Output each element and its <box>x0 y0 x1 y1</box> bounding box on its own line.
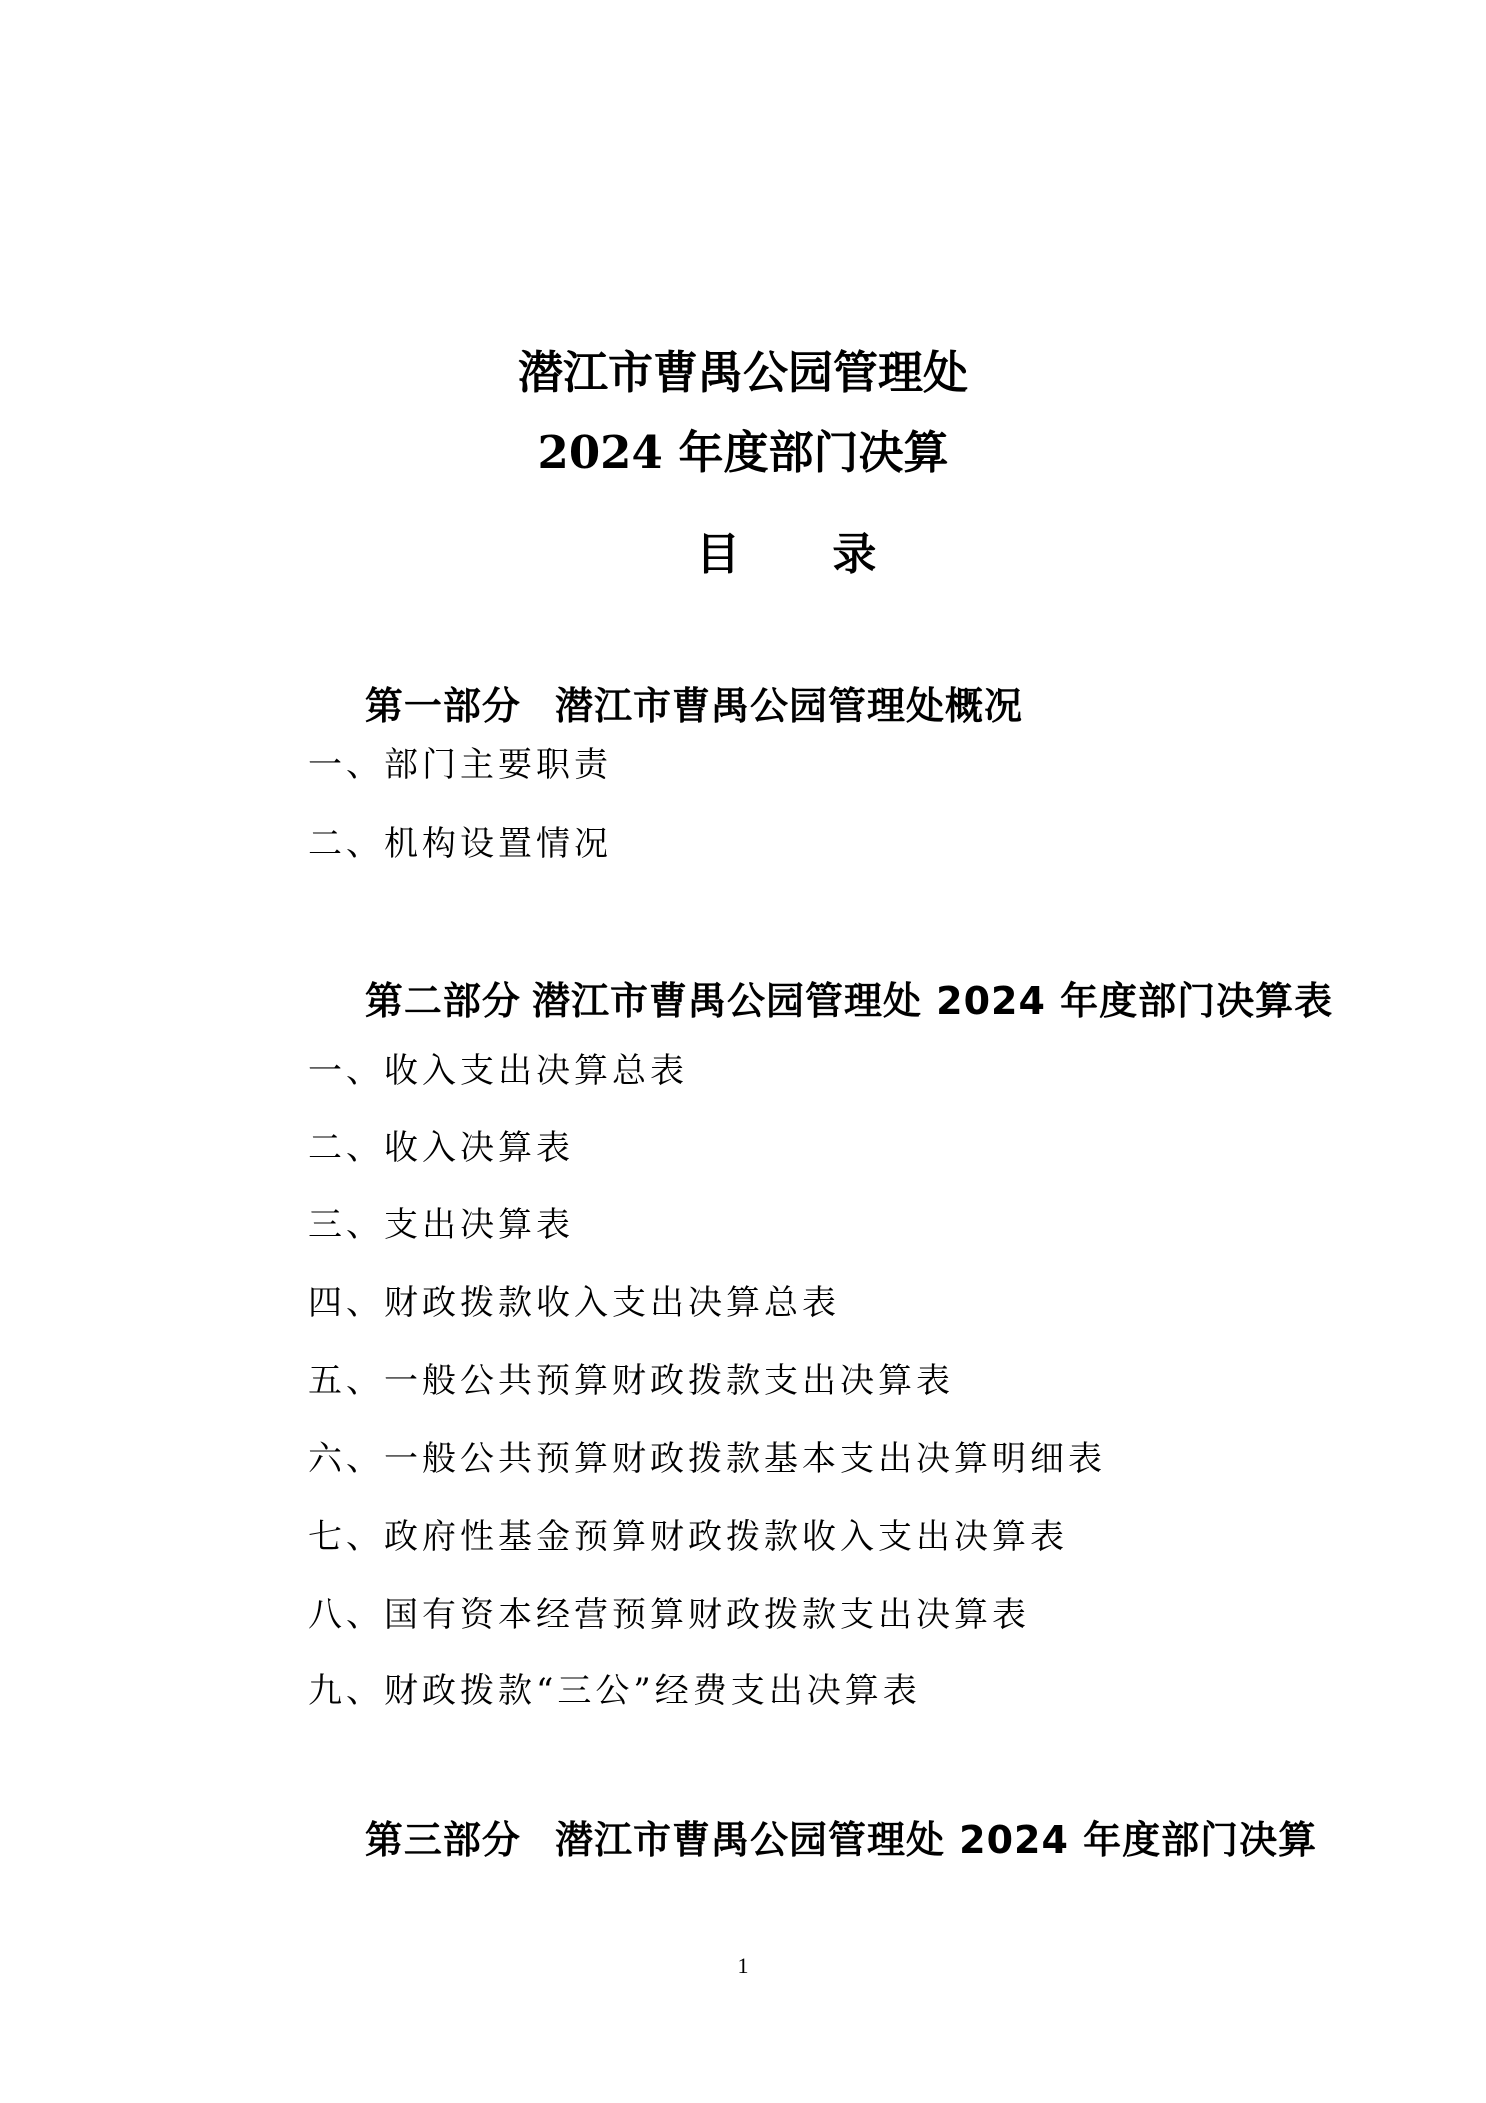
document-subtitle: 2024 年度部门决算 <box>537 426 949 479</box>
part-title: 潜江市曹禺公园管理处 2024 年度部门决算表 <box>531 979 1334 1023</box>
toc-item: 一、收入支出决算总表 <box>308 1051 688 1091</box>
toc-item: 二、机构设置情况 <box>308 824 612 864</box>
part-label: 第一部分 <box>364 684 521 728</box>
toc-item: 二、收入决算表 <box>308 1128 574 1168</box>
part-label: 第二部分 <box>364 979 521 1023</box>
part-heading-3 <box>308 1783 1317 1897</box>
toc-item: 五、一般公共预算财政拨款支出决算表 <box>308 1361 954 1401</box>
toc-item: 六、一般公共预算财政拨款基本支出决算明细表 <box>308 1439 1106 1479</box>
part-title: 潜江市曹禺公园管理处概况 <box>554 684 1023 728</box>
toc-item: 九、财政拨款“三公”经费支出决算表 <box>308 1671 921 1711</box>
document-title: 潜江市曹禺公园管理处 <box>517 346 968 399</box>
toc-item: 一、部门主要职责 <box>308 745 612 785</box>
toc-item: 八、国有资本经营预算财政拨款支出决算表 <box>308 1595 1030 1635</box>
part-title: 潜江市曹禺公园管理处 2024 年度部门决算 <box>554 1818 1318 1862</box>
part-heading-2 <box>308 944 1333 1058</box>
toc-item: 七、政府性基金预算财政拨款收入支出决算表 <box>308 1517 1068 1557</box>
toc-item: 四、财政拨款收入支出决算总表 <box>308 1283 840 1323</box>
toc-item: 三、支出决算表 <box>308 1205 574 1245</box>
toc-heading: 目 录 <box>696 529 877 580</box>
page-number: 1 <box>737 1953 749 1978</box>
part-label: 第三部分 <box>364 1818 521 1862</box>
